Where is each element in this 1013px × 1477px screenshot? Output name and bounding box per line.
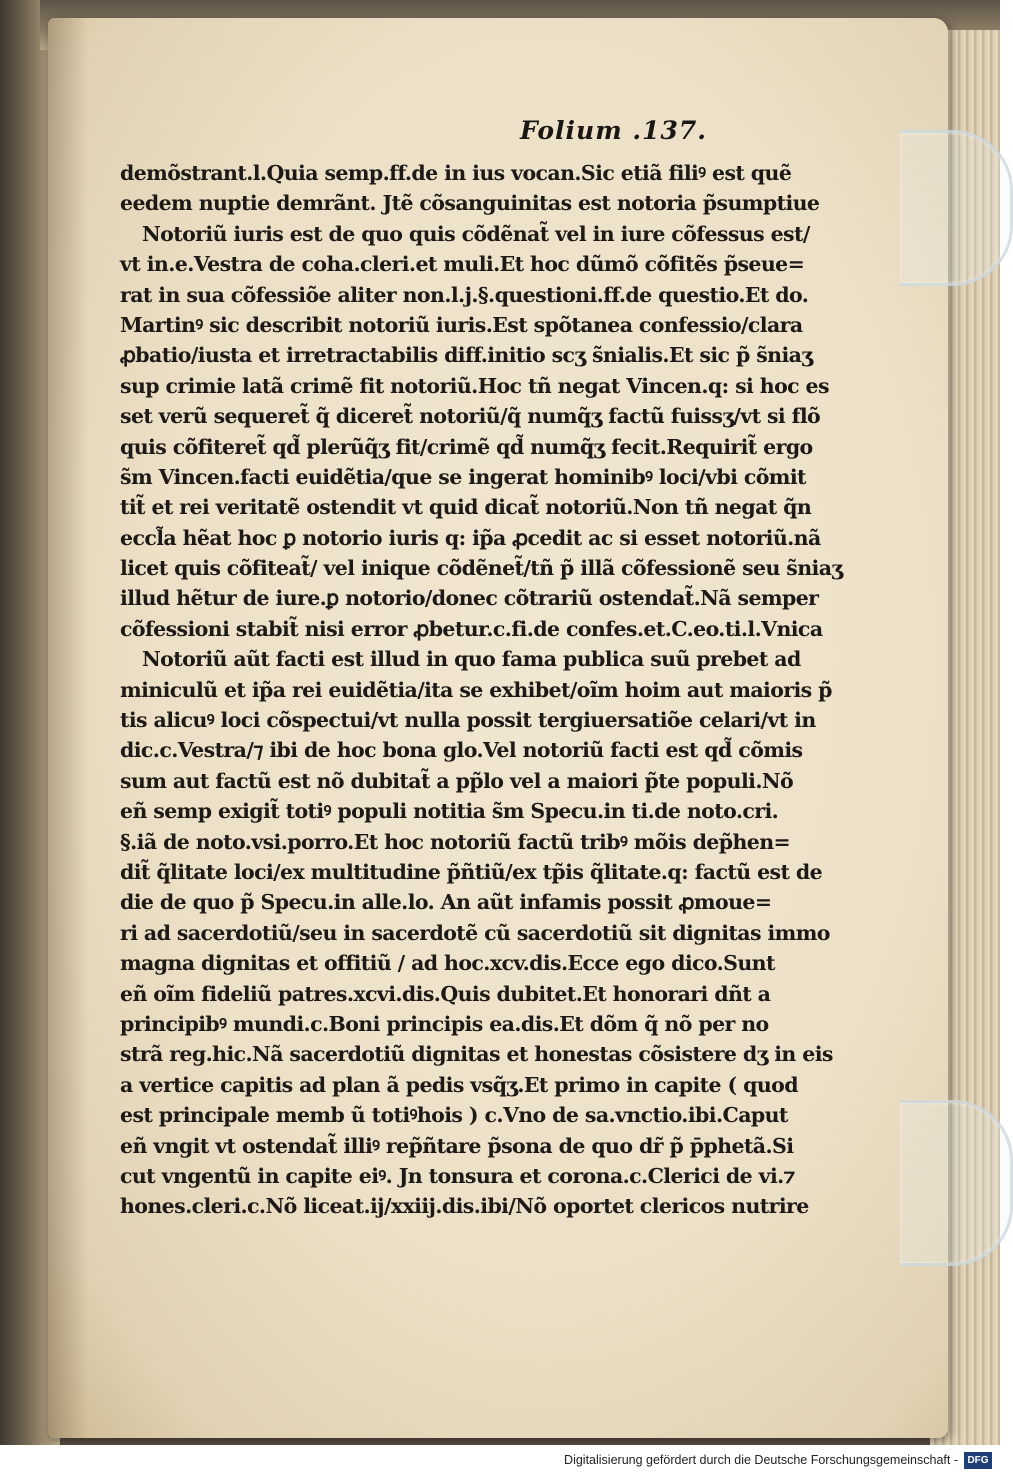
text-line: vt in.e.Vestra de coha.cleri.et muli.Et hoc dũmõ cõfitẽs p̃seue=	[120, 252, 805, 277]
text-line: demõstrant.l.Quia semp.ff.de in ius vocan.Sic etiã filiꝰ est quẽ	[120, 161, 792, 185]
text-line: dic.c.Vestra/⁊ ibi de hoc bona glo.Vel notoriũ facti est qd̃ cõmis	[120, 738, 803, 763]
text-line: eedem nuptie demrãnt. Jtẽ cõsanguinitas est notoria p̃sumptiue	[120, 191, 820, 216]
text-line: s̃m Vincen.facti euidẽtia/que se ingerat hominibꝰ loci/vbi cõmit	[120, 464, 806, 489]
text-line: eñ oĩm fideliũ patres.xcvi.dis.Quis dubitet.Et honorari dñt a	[120, 981, 771, 1006]
text-line: magna dignitas et offitiũ / ad hoc.xcv.dis.Ecce ego dico.Sunt	[120, 951, 775, 976]
text-line: Martinꝰ sic describit notoriũ iuris.Est spõtanea confessio/clara	[120, 312, 803, 337]
text-line: cut vngentũ in capite eiꝰ. Jn tonsura et corona.c.Clerici de vi.⁊	[120, 1163, 795, 1188]
text-line: tit̃ et rei veritatẽ ostendit vt quid dicat̃ notoriũ.Non tñ negat q̃n	[120, 495, 812, 520]
text-line: strã reg.hic.Nã sacerdotiũ dignitas et honestas cõsistere dʒ in eis	[120, 1042, 833, 1067]
text-line: ri ad sacerdotiũ/seu in sacerdotẽ cũ sacerdotiũ sit dignitas immo	[120, 920, 830, 945]
text-line: die de quo p̃ Specu.in alle.lo. An aũt infamis possit ꝓmoue=	[120, 890, 772, 915]
text-line: dit̃ q̃litate loci/ex multitudine p̃ñtiũ/ex tp̃is q̃litate.q: factũ est de	[120, 859, 823, 884]
text-line: tis alicuꝰ loci cõspectui/vt nulla possit tergiuersatiõe celari/vt in	[120, 708, 816, 733]
text-line: sup crimie latã crimẽ fit notoriũ.Hoc tñ negat Vincen.q: si hoc es	[120, 373, 829, 398]
text-line: eñ vngit vt ostendat̃ illiꝰ rep̃ñtare p̃sona de quo dr̃ p̃ p̄phetã.Si	[120, 1133, 794, 1158]
text-line: cõfessioni stabit̃ nisi error ꝓbetur.c.fi.de confes.et.C.eo.ti.l.Vnica	[120, 616, 823, 641]
text-line: miniculũ et ip̃a rei euidẽtia/ita se exhibet/oĩm hoim aut maioris p̃	[120, 677, 832, 702]
text-line: rat in sua cõfessiõe aliter non.l.j.§.questioni.ff.de questio.Et do.	[120, 282, 809, 307]
text-line: §.iã de noto.vsi.porro.Et hoc notoriũ factũ tribꝰ mõis dep̃hen=	[120, 829, 791, 854]
text-line: licet quis cõfiteat̃/ vel inique cõdẽnet̃/tñ p̃ illã cõfessionẽ seu s̃niaʒ	[120, 556, 843, 581]
text-line: a vertice capitis ad plan ã pedis vsq̃ʒ.Et primo in capite ( quod	[120, 1072, 798, 1097]
text-line: eccl̃a hẽat hoc ꝑ notorio iuris q: ip̃a ꝓcedit ac si esset notoriũ.nã	[120, 525, 821, 550]
text-line: hones.cleri.c.Nõ liceat.ij/xxiij.dis.ibi/Nõ oportet clericos nutrire	[120, 1194, 809, 1219]
folio-number: Folium .137.	[520, 116, 707, 145]
page-clip-top	[900, 130, 1013, 286]
text-line: principibꝰ mundi.c.Boni principis ea.dis.Et dõm q̃ nõ per no	[120, 1011, 769, 1036]
text-line: set verũ sequeret̃ q̃ diceret̃ notoriũ/q̃ numq̃ʒ factũ fuissʒ/vt si flõ	[120, 404, 821, 429]
digitization-footer	[0, 1445, 1000, 1477]
body-text	[120, 158, 843, 1222]
text-line: Notoriũ iuris est de quo quis cõdẽnat̃ vel in iure cõfessus est/	[142, 221, 810, 246]
page-clip-bottom	[900, 1100, 1013, 1266]
text-line: ꝓbatio/iusta et irretractabilis diff.initio scʒ s̃nialis.Et sic p̃ s̃niaʒ	[120, 343, 813, 368]
text-line: illud hẽtur de iure.ꝑ notorio/donec cõtrariũ ostendat̃.Nã semper	[120, 586, 819, 611]
gutter-shadow	[48, 18, 88, 1438]
text-line: sum aut factũ est nõ dubitat̃ a pp̃lo vel a maiori p̃te populi.Nõ	[120, 768, 794, 793]
text-line: est principale memb ũ totiꝰhois ) c.Vno de sa.vnctio.ibi.Caput	[120, 1103, 788, 1128]
text-line: quis cõfiteret̃ qd̃ plerũq̃ʒ fit/crimẽ qd̃ numq̃ʒ fecit.Requirit̃ ergo	[120, 434, 813, 459]
funding-credit: Digitalisierung gefördert durch die Deutsche Forschungsgemeinschaft -	[564, 1453, 958, 1467]
dfg-logo: DFG	[964, 1452, 992, 1469]
text-line: eñ semp exigit̃ totiꝰ populi notitia s̃m Specu.in ti.de noto.cri.	[120, 799, 779, 824]
text-line: Notoriũ aũt facti est illud in quo fama publica suũ prebet ad	[142, 647, 801, 672]
